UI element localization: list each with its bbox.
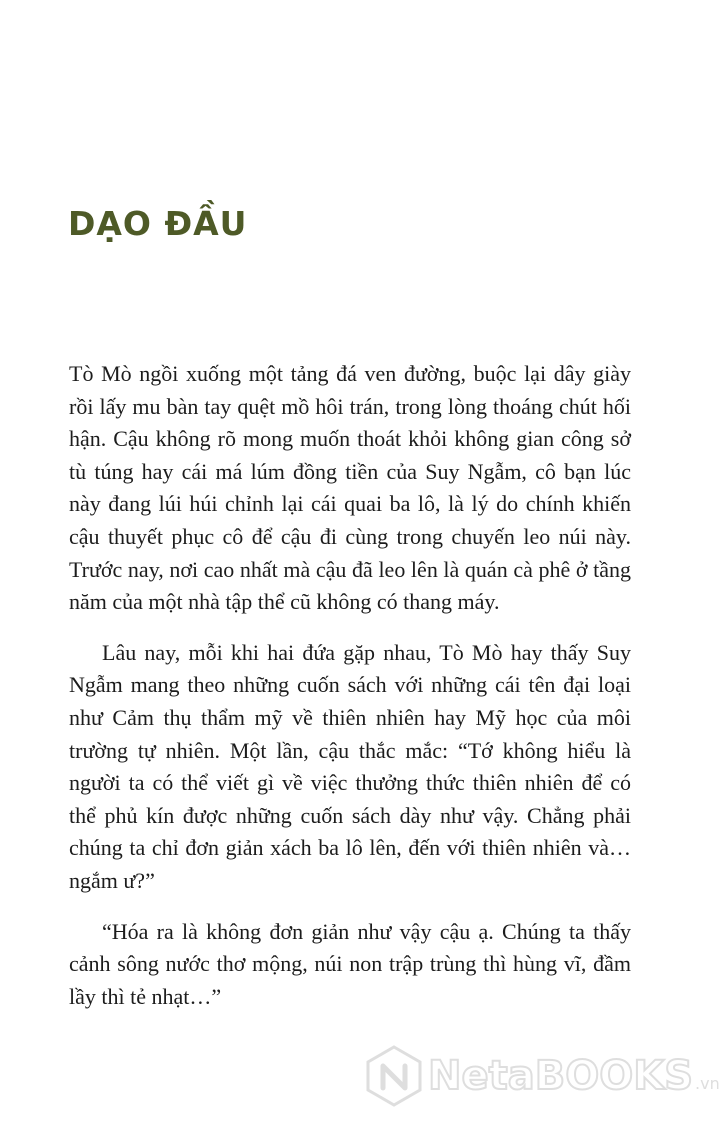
chapter-title: DẠO ĐẦU	[68, 204, 248, 243]
watermark-suffix: .vn	[695, 1073, 720, 1093]
paragraph-2: Lâu nay, mỗi khi hai đứa gặp nhau, Tò Mò hay thấy Suy Ngẫm mang theo những cuốn sách với những cái tên đại loại như Cảm thụ thẩm mỹ về thiên nhiên hay Mỹ học của môi trường tự nhiên. Một lần, cậu thắc mắc: “Tớ không hiểu là người ta có thể viết gì về việc thưởng thức thiên nhiên để có thể phủ kín được những cuốn sách dày như vậy. Chẳng phải chúng ta chỉ đơn giản xách ba lô lên, đến với thiên nhiên và… ngắm ư?”	[69, 639, 631, 893]
netabooks-watermark	[364, 1041, 720, 1111]
paragraph-3: “Hóa ra là không đơn giản như vậy cậu ạ. Chúng ta thấy cảnh sông nước thơ mộng, núi non trập trùng thì hùng vĩ, đầm lầy thì tẻ nhạt…”	[69, 918, 631, 1009]
paragraph-1: Tò Mò ngồi xuống một tảng đá ven đường, buộc lại dây giày rồi lấy mu bàn tay quệt mồ hôi trán, trong lòng thoáng chút hối hận. Cậu không rõ mong muốn thoát khỏi không gian công sở tù túng hay cái má lúm đồng tiền của Suy Ngẫm, cô bạn lúc này đang lúi húi chỉnh lại cái quai ba lô, là lý do chính khiến cậu thuyết phục cô để cậu đi cùng trong chuyến leo núi này. Trước nay, nơi cao nhất mà cậu đã leo lên là quán cà phê ở tầng năm của một nhà tập thể cũ không có thang máy.	[69, 361, 631, 615]
netabooks-n-logo-icon	[364, 1044, 424, 1108]
watermark-brand: NetaBOOKS	[428, 1053, 694, 1099]
chapter-body	[69, 358, 631, 1031]
